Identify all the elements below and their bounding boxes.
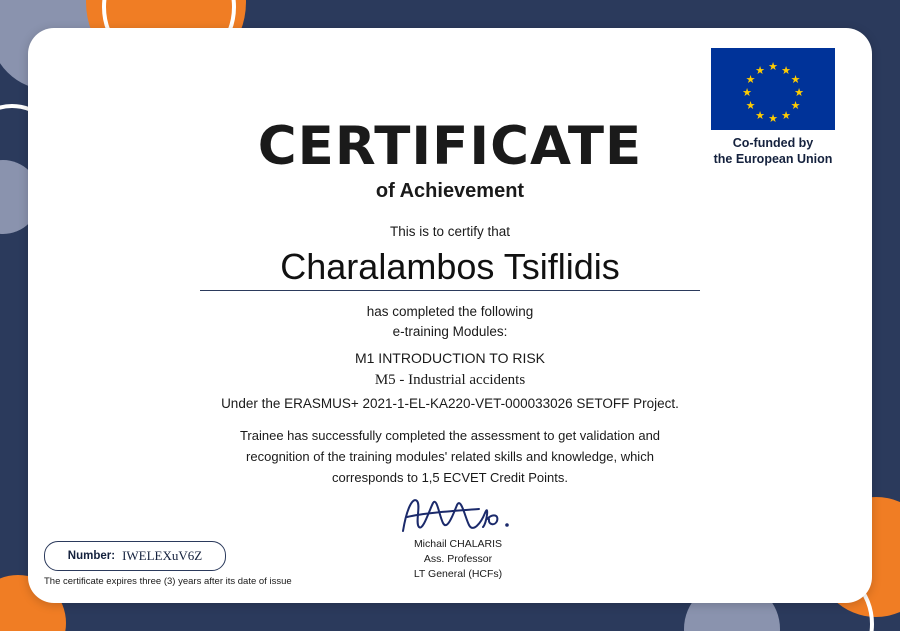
certificate-number-badge — [44, 541, 226, 571]
assessment-line-2: recognition of the training modules' related skills and knowledge, which — [246, 448, 654, 464]
completed-line-1: has completed the following — [366, 304, 534, 319]
signature-block — [358, 493, 558, 583]
eu-caption-line-2: the European Union — [713, 151, 833, 166]
assessment-line-1: Trainee has successfully completed the assessment to get validation and — [239, 428, 661, 443]
signature-rank: LT General (HCFs) — [413, 568, 503, 581]
project-line: Under the ERASMUS+ 2021-1-EL-KA220-VET-000033026 SETOFF Project. — [221, 396, 679, 411]
eu-flag-icon: ★ ★ ★ ★ ★ ★ ★ ★ ★ ★ ★ ★ — [711, 48, 835, 130]
certify-line: This is to certify that — [389, 224, 511, 239]
recipient-underline — [200, 290, 700, 291]
certificate-card — [28, 28, 872, 603]
assessment-text — [28, 426, 872, 488]
signature-name: Michail CHALARIS — [413, 538, 503, 550]
signature-icon — [383, 493, 533, 537]
completed-text — [28, 302, 872, 341]
expiry-note: The certificate expires three (3) years after its date of issue — [44, 576, 292, 587]
recipient-name: Charalambos Tsiflidis — [280, 246, 620, 287]
modules-list — [28, 348, 872, 392]
certificate-subtitle: of Achievement — [375, 180, 525, 202]
completed-line-2: e-training Modules: — [392, 323, 508, 339]
certificate-title: CERTIFICATE — [257, 116, 643, 177]
module-item: M1 INTRODUCTION TO RISK — [354, 350, 546, 366]
certificate-number-value: IWELEXuV6Z — [122, 548, 203, 563]
assessment-line-3: corresponds to 1,5 ECVET Credit Points. — [331, 469, 569, 485]
eu-caption-line-1: Co-funded by — [732, 136, 814, 150]
module-item: M5 - Industrial accidents — [374, 372, 526, 388]
certificate-number-label: Number: — [67, 550, 116, 562]
signature-title: Ass. Professor — [423, 553, 493, 566]
